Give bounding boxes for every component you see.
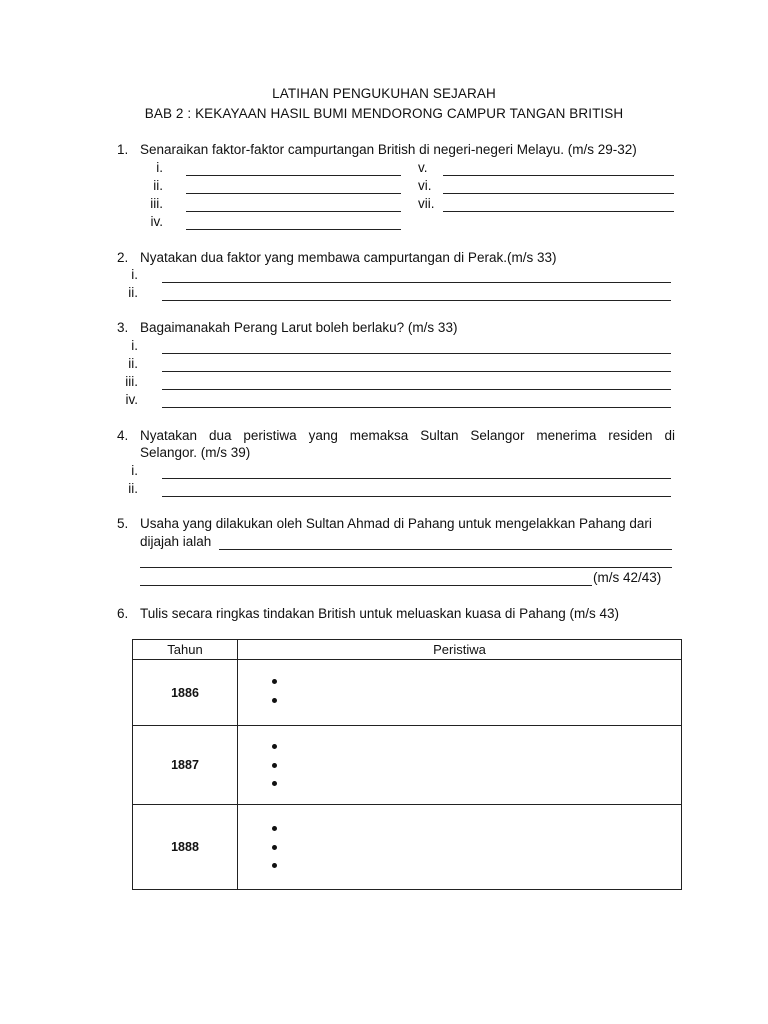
question-4-number: 4. (117, 428, 129, 443)
bullet-point (272, 672, 681, 691)
bullet-point (272, 838, 681, 857)
q2-numeral-i: i. (131, 267, 138, 282)
q1-numeral-vi: vi. (418, 178, 432, 193)
q1-answer-line-ii[interactable] (186, 193, 401, 194)
chapter-title: BAB 2 : KEKAYAAN HASIL BUMI MENDORONG CAMPUR TANGAN BRITISH (144, 106, 624, 121)
event-cell[interactable] (238, 660, 682, 726)
q2-answer-line-ii[interactable] (162, 300, 671, 301)
question-4-text-line1: Nyatakan dua peristiwa yang memaksa Sultan Selangor menerima residen di (140, 428, 675, 443)
bullet-dot-icon (272, 744, 277, 749)
bullet-dot-icon (272, 679, 277, 684)
q3-numeral-iv: iv. (125, 392, 138, 407)
question-6-text: Tulis secara ringkas tindakan British untuk meluaskan kuasa di Pahang (m/s 43) (140, 606, 619, 621)
bullet-point (272, 819, 681, 838)
q1-numeral-iii: iii. (150, 196, 163, 211)
q5-page-reference: (m/s 42/43) (593, 570, 662, 585)
question-3-text: Bagaimanakah Perang Larut boleh berlaku? (m/s 33) (140, 320, 458, 335)
q3-answer-line-iv[interactable] (162, 407, 671, 408)
q2-answer-line-i[interactable] (162, 282, 671, 283)
bullet-point (272, 856, 681, 875)
question-4-text-line2: Selangor. (m/s 39) (140, 445, 251, 460)
q1-numeral-ii: ii. (153, 178, 163, 193)
table-row (133, 726, 682, 805)
bullet-point (272, 737, 681, 756)
question-5-text-line1: Usaha yang dilakukan oleh Sultan Ahmad di Pahang untuk mengelakkan Pahang dari (140, 516, 652, 531)
q1-numeral-vii: vii. (418, 196, 435, 211)
q5-answer-line-3[interactable] (140, 585, 592, 586)
worksheet-title: LATIHAN PENGUKUHAN SEJARAH (272, 86, 496, 101)
q4-answer-line-ii[interactable] (162, 496, 671, 497)
bullet-dot-icon (272, 845, 277, 850)
q1-numeral-v: v. (418, 160, 428, 175)
q5-answer-line-1[interactable] (219, 549, 672, 550)
bullet-dot-icon (272, 698, 277, 703)
question-2-text: Nyatakan dua faktor yang membawa campurtangan di Perak.(m/s 33) (140, 250, 557, 265)
q1-answer-line-vii[interactable] (443, 211, 674, 212)
bullet-point (272, 691, 681, 710)
bullet-dot-icon (272, 826, 277, 831)
bullet-point (272, 774, 681, 793)
table-row (133, 660, 682, 726)
q1-answer-line-iv[interactable] (186, 229, 401, 230)
q3-answer-line-ii[interactable] (162, 371, 671, 372)
year-cell: 1888 (133, 805, 238, 890)
question-1-text: Senaraikan faktor-faktor campurtangan British di negeri-negeri Melayu. (m/s 29-32) (140, 142, 637, 157)
q1-answer-line-vi[interactable] (443, 193, 674, 194)
q3-numeral-i: i. (131, 338, 138, 353)
table-header-row (133, 640, 682, 660)
bullet-dot-icon (272, 781, 277, 786)
bullet-dot-icon (272, 763, 277, 768)
question-5-number: 5. (117, 516, 129, 531)
question-5-text-line2: dijajah ialah (140, 534, 212, 549)
q1-answer-line-i[interactable] (186, 175, 401, 176)
q5-answer-line-2[interactable] (140, 567, 672, 568)
bullet-dot-icon (272, 863, 277, 868)
q4-numeral-ii: ii. (128, 481, 138, 496)
q3-numeral-ii: ii. (128, 356, 138, 371)
q3-answer-line-i[interactable] (162, 353, 671, 354)
year-cell: 1886 (133, 660, 238, 726)
q4-answer-line-i[interactable] (162, 478, 671, 479)
events-table (132, 639, 682, 890)
q2-numeral-ii: ii. (128, 285, 138, 300)
q1-numeral-i: i. (156, 160, 163, 175)
question-3-number: 3. (117, 320, 129, 335)
q1-answer-line-iii[interactable] (186, 211, 401, 212)
q3-numeral-iii: iii. (125, 374, 138, 389)
question-6-number: 6. (117, 606, 129, 621)
question-2-number: 2. (117, 250, 129, 265)
column-header-year: Tahun (133, 640, 238, 660)
year-cell: 1887 (133, 726, 238, 805)
q4-numeral-i: i. (131, 463, 138, 478)
table-row (133, 805, 682, 890)
q3-answer-line-iii[interactable] (162, 389, 671, 390)
column-header-event: Peristiwa (238, 640, 682, 660)
question-1-number: 1. (117, 142, 129, 157)
event-cell[interactable] (238, 805, 682, 890)
bullet-point (272, 756, 681, 775)
q1-numeral-iv: iv. (150, 214, 163, 229)
event-cell[interactable] (238, 726, 682, 805)
q1-answer-line-v[interactable] (443, 175, 674, 176)
